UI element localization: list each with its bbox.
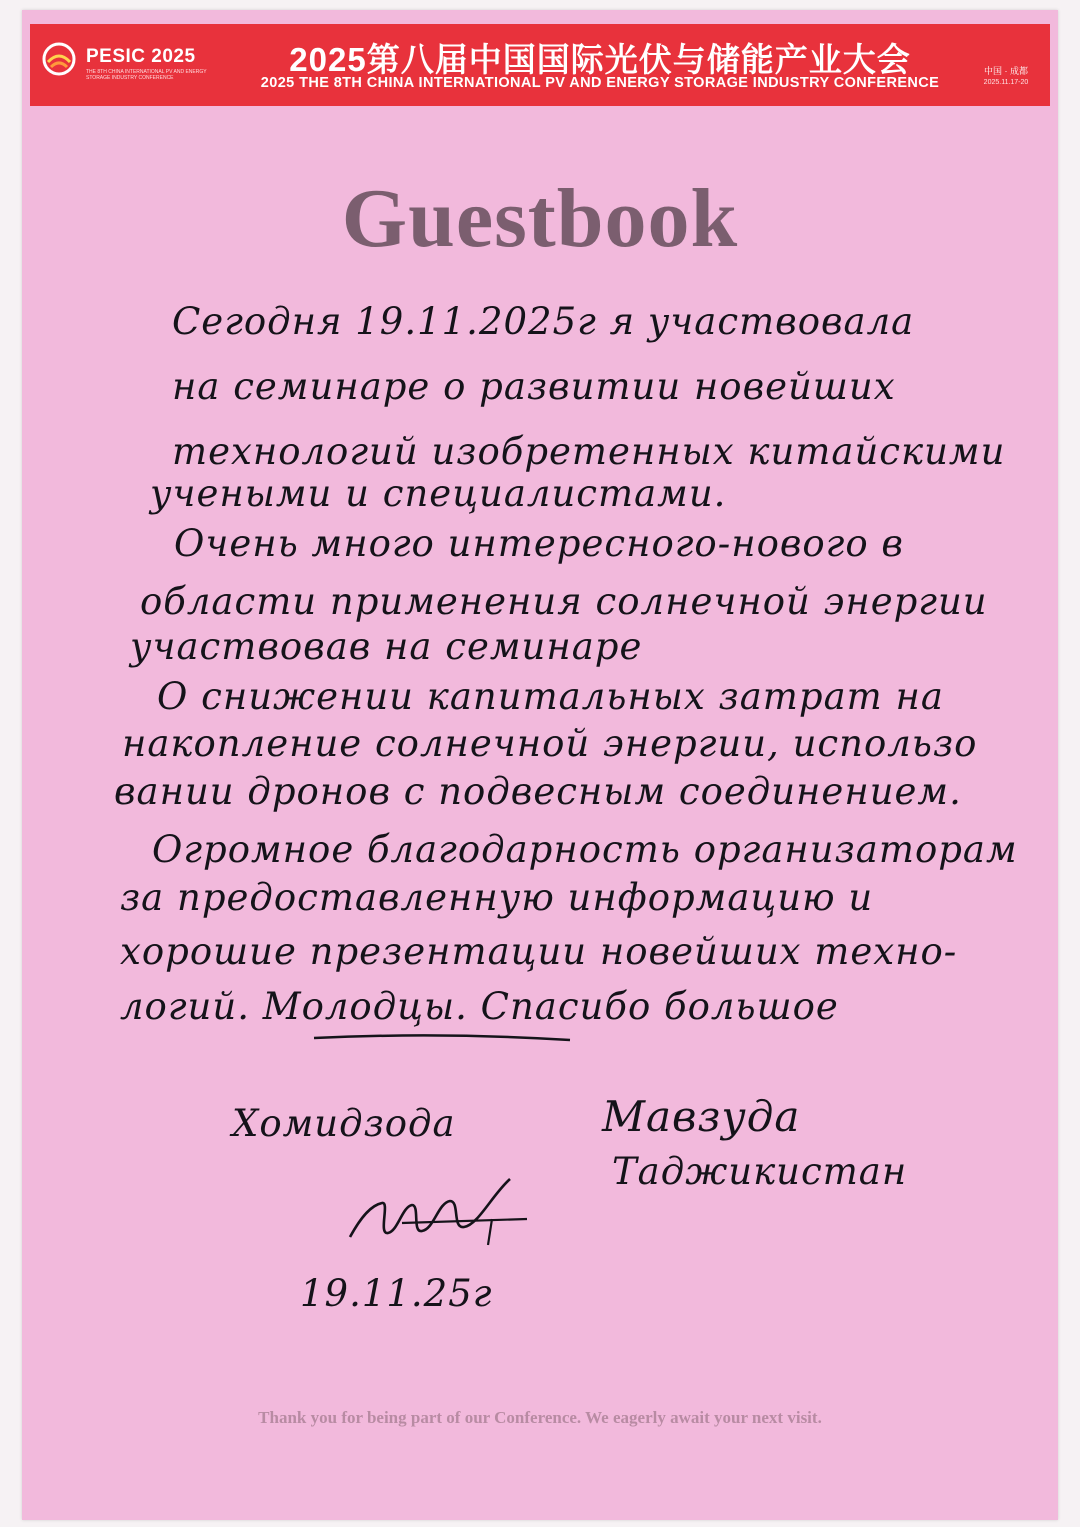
note-line: логий. Молодцы. Спасибо большое (120, 985, 839, 1028)
conference-dates: 2025.11.17-20 (983, 79, 1029, 86)
note-line: учеными и специалистами. (150, 472, 727, 515)
logo-subtext: THE 8TH CHINA INTERNATIONAL PV AND ENERGY STORAGE INDUSTRY CONFERENCE (86, 69, 207, 81)
note-line: вании дронов с подвесным соединением. (114, 770, 962, 813)
guestbook-heading: Guestbook (341, 172, 739, 265)
guestbook-page (22, 10, 1058, 1520)
note-line: на семинаре о развитии новейших (172, 365, 896, 408)
footer-message: Thank you for being part of our Conference. We eagerly await your next visit. (258, 1408, 822, 1427)
note-line: Сегодня 19.11.2025г я участвовала (172, 300, 915, 343)
note-line: области применения солнечной энергии (140, 580, 988, 623)
note-line: О снижении капитальных затрат на (157, 675, 944, 718)
note-line: Очень много интересного-нового в (174, 522, 904, 565)
note-line: накопление солнечной энергии, использо (122, 722, 978, 765)
logo-text: PESIC 2025 (86, 46, 196, 67)
location-text: 中国 · 成都 (984, 66, 1028, 76)
underline-mark (312, 1030, 572, 1044)
conference-title-chinese: 2025第八届中国国际光伏与储能产业大会 (289, 41, 911, 78)
signature-country: Таджикистан (612, 1150, 908, 1193)
handwritten-note (22, 10, 1058, 1520)
note-line: технологий изобретенных китайскими (172, 430, 1006, 473)
signature-scribble (342, 1175, 532, 1255)
signature-name-1: Хомидзода (232, 1102, 456, 1145)
note-line: участвовав на семинаре (130, 625, 643, 668)
signature-date: 19.11.25г (300, 1272, 493, 1315)
note-line: за предоставленную информацию и (120, 876, 874, 919)
signature-name-2: Мавзуда (602, 1092, 801, 1141)
note-line: Огромное благодарность организаторам (152, 828, 1018, 871)
conference-title-english: 2025 THE 8TH CHINA INTERNATIONAL PV AND ENERGY STORAGE INDUSTRY CONFERENCE (260, 75, 940, 91)
note-line: хорошие презентации новейших техно- (120, 930, 958, 973)
